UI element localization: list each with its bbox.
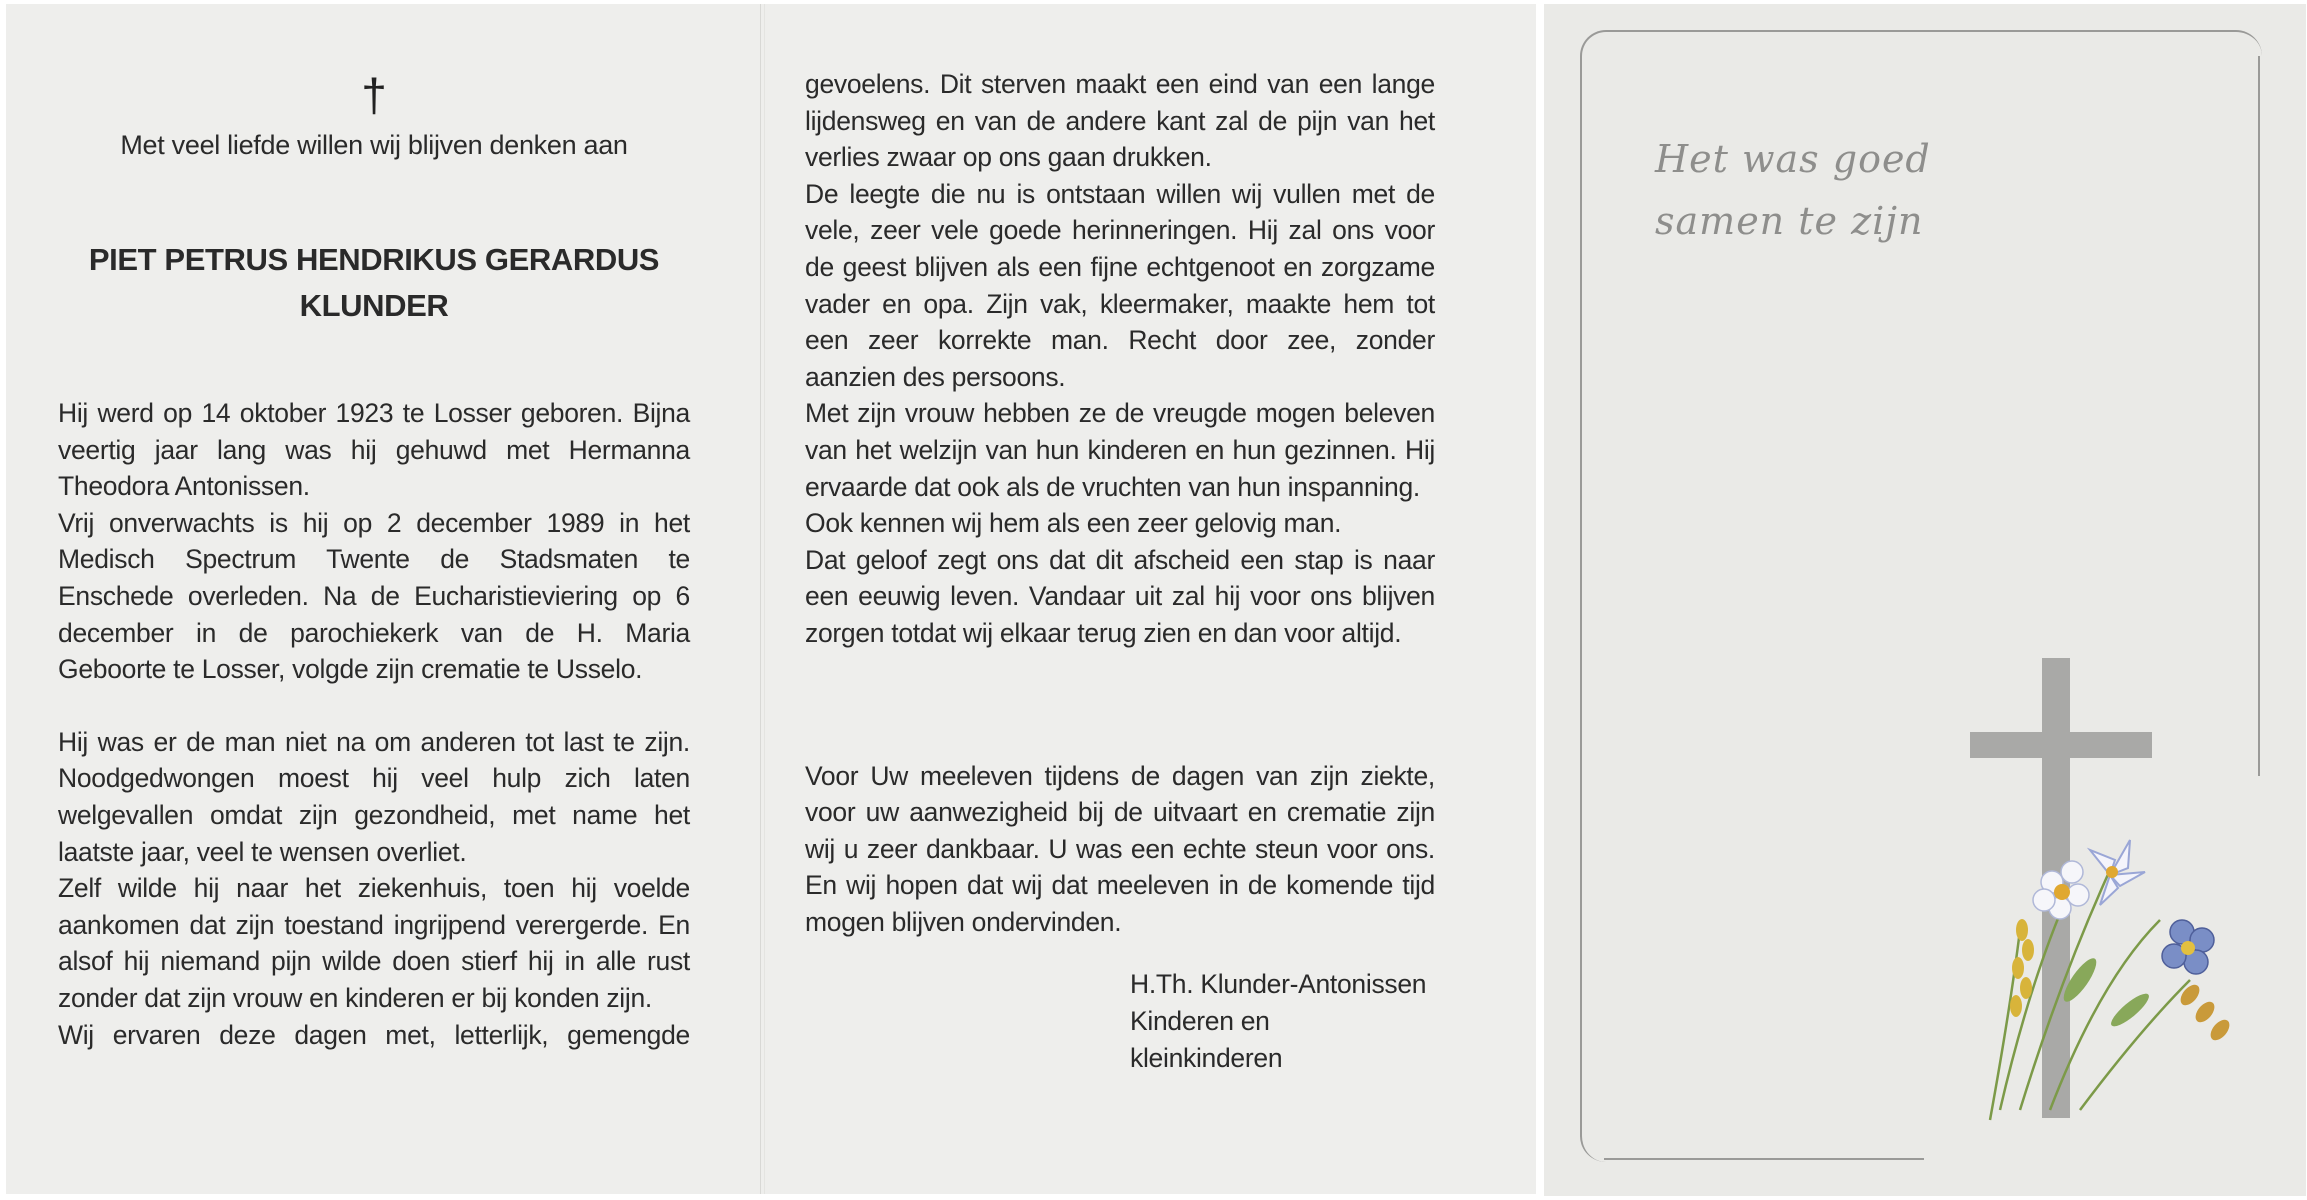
cross-with-flowers-illustration [1960,650,2260,1130]
wheat-ear [2010,919,2034,1017]
deceased-name [58,237,690,329]
reflection-line: De leegte die nu is ontstaan willen wij vullen met de vele, zeer vele goede herinneringen. Hij zal ons voor de geest blijven als een fijne echtgenoot en zorgzame vader en opa. Zijn vak, kleermaker, maakte hem tot een zeer korrekte man. Recht door zee, zonder aanzien des persoons. [805,178,1435,392]
reflection-line: gevoelens. Dit sterven maakt een eind van een lange lijdensweg en van de andere kant zal de pijn van het verlies zwaar op ons gaan drukken. [805,69,1435,173]
reflection-line: Met zijn vrouw hebben ze de vreugde mogen beleven van het welzijn van hun kinderen en hun gezinnen. Hij ervaarde dat ook als de vruchten van hun inspanning. [805,398,1435,502]
character-line: Zelf wilde hij naar het ziekenhuis, toen hij voelde aankomen dat zijn toestand ingrijpend verergerde. En alsof hij niemand pijn wilde doen stierf hij in alle rust zonder dat zijn vrouw en kinderen er bij konden zijn. [58,873,690,1013]
name-line-2: KLUNDER [299,288,449,323]
bio-line: Hij werd op 14 oktober 1923 te Losser geboren. Bijna veertig jaar lang was hij gehuwd met Hermanna Theodora Antonissen. [58,398,690,502]
intro-text: Met veel liefde willen wij blijven denken aan [120,130,628,160]
lily-center [2106,866,2118,878]
character-line: Wij ervaren deze dagen met, letterlijk, gemengde [58,1019,690,1050]
name-line-1: PIET PETRUS HENDRIKUS GERARDUS [88,242,660,277]
fold-line-shadow [764,4,765,1194]
fold-line [760,4,761,1194]
reflection-line: Dat geloof zegt ons dat dit afscheid een stap is naar een eeuwig leven. Vandaar uit zal hij voor ons blijven zorgen totdat wij elkaar terug zien en dan voor altijd. [805,544,1435,648]
signature-line: Kinderen en [1130,1006,1270,1037]
motto-line-2: samen te zijn [1655,199,1924,243]
daisy-center [2054,884,2070,900]
signature-line: kleinkinderen [1130,1043,1283,1074]
signature-line: H.Th. Klunder-Antonissen [1130,969,1427,1000]
cross-horizontal-beam [1970,732,2152,758]
middle-panel [805,66,1435,1077]
reflection-line: Ook kennen wij hem als een zeer gelovig man. [805,508,1342,539]
thanks-paragraph [805,758,1435,941]
cross-icon: † [361,69,387,121]
motto [1655,128,1931,252]
left-panel [58,70,690,1053]
biography-paragraph [58,395,690,688]
reflection-paragraph [805,66,1435,652]
character-line: Hij was er de man niet na om anderen tot last te zijn. Noodgedwongen moest hij veel hulp zich laten welgevallen omdat zijn gezondheid, met name het laatste jaar, veel te wensen overliet. [58,726,690,867]
bio-line: Vrij onverwachts is hij op 2 december 1989 in het Medisch Spectrum Twente de Stadsmaten te Enschede overleden. Na de Eucharistieviering op 6 december in de parochiekerk van de H. Maria Geboorte te Losser, volgde zijn crematie te Usselo. [58,507,690,685]
blue-flower-center [2181,941,2195,955]
stems [1990,870,2190,1120]
motto-line-1: Het was goed [1655,137,1931,181]
signature-block [1130,966,1435,1077]
wheat-ear-right [2177,981,2233,1043]
thanks-text: Voor Uw meeleven tijdens de dagen van zijn ziekte, voor uw aanwezigheid bij de uitvaart en crematie zijn wij u zeer dankbaar. U was een echte steun voor ons. En wij hopen dat wij dat meeleven in de komende tijd mogen blijven ondervinden. [805,760,1435,937]
card-frame-bottom [1604,1158,1924,1160]
character-paragraph [58,724,690,1053]
